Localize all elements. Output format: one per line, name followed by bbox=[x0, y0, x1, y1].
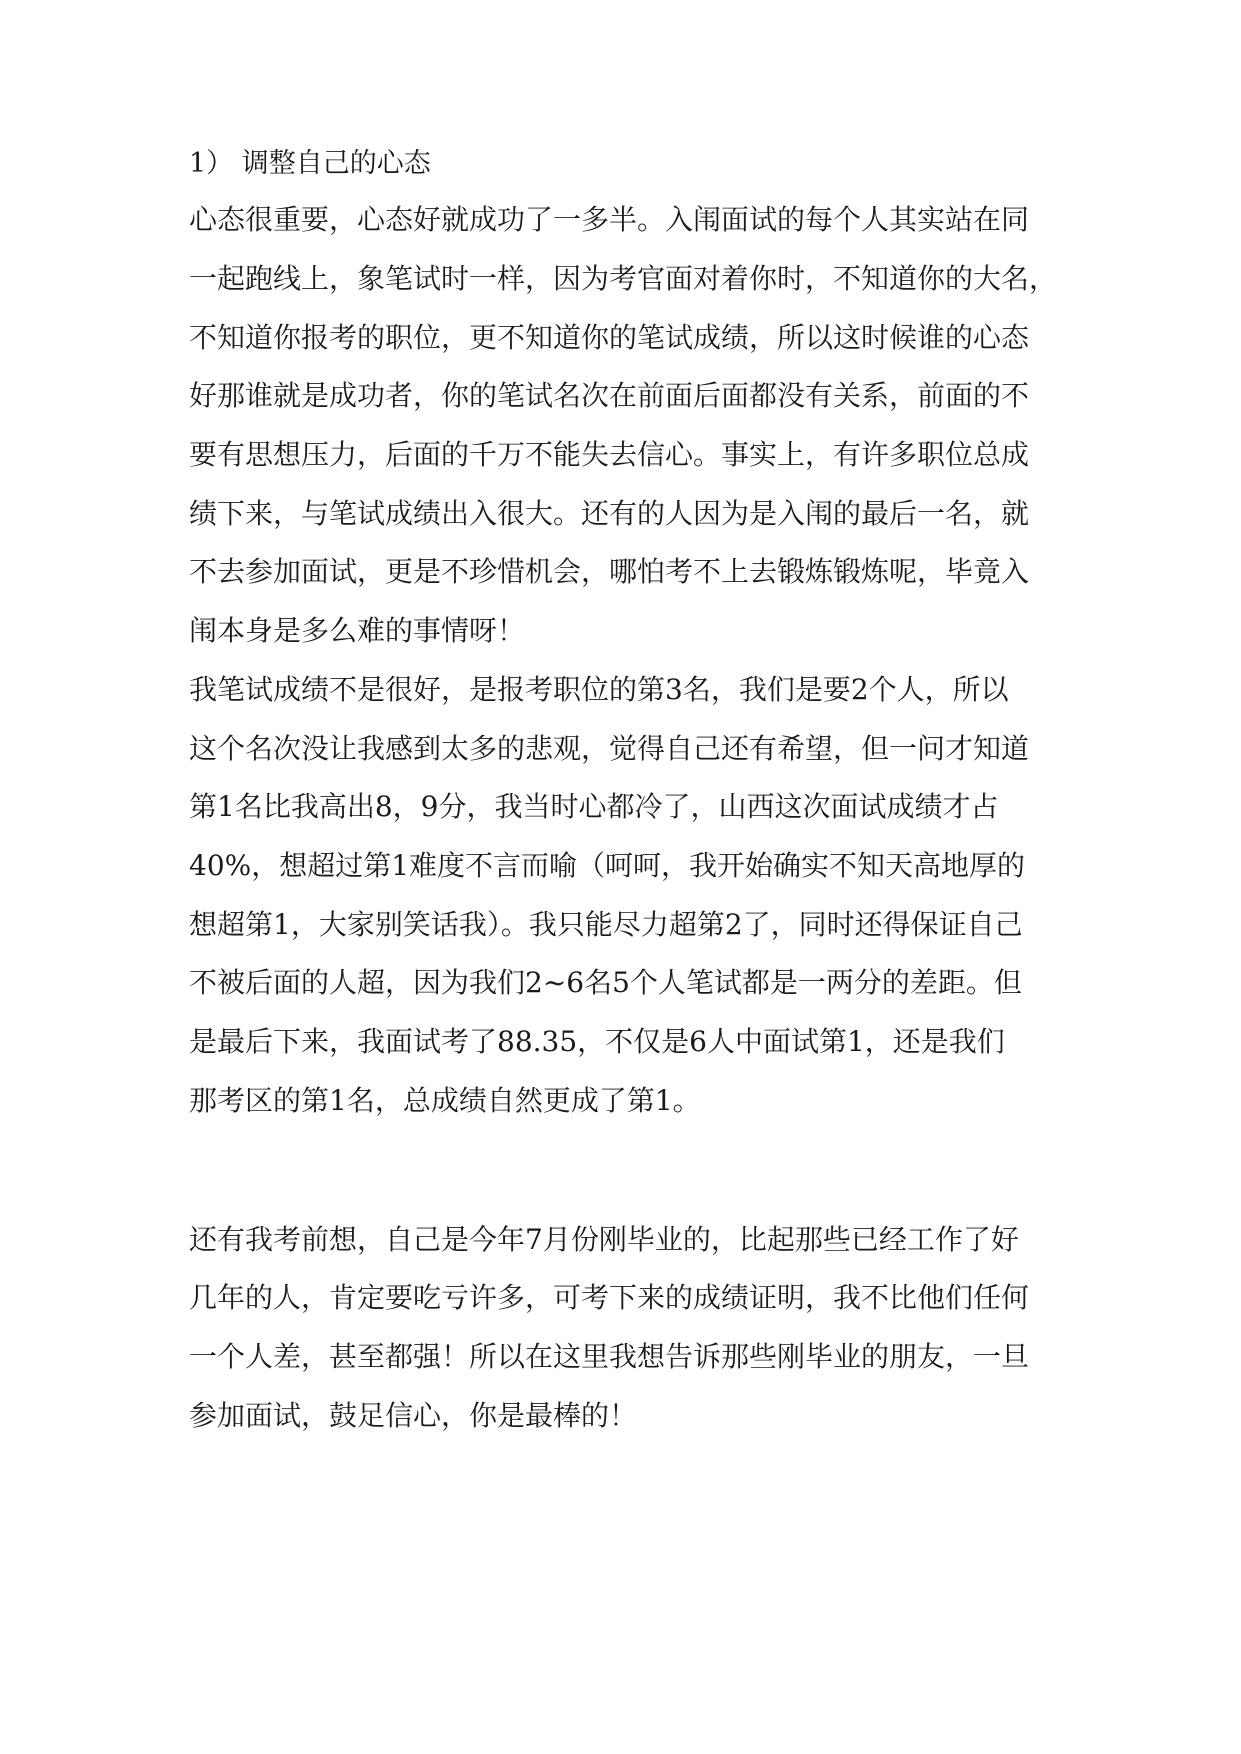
paragraph-1-line-2: 一起跑线上，象笔试时一样，因为考官面对着你时，不知道你的大名， bbox=[189, 262, 1058, 295]
paragraph-1-line-7: 不去参加面试，更是不珍惜机会，哪怕考不上去锻炼锻炼呢，毕竟入 bbox=[189, 555, 1030, 588]
paragraph-2-line-8: 那考区的第1名，总成绩自然更成了第1。 bbox=[189, 1084, 701, 1117]
paragraph-2-line-2: 这个名次没让我感到太多的悲观，觉得自己还有希望，但一问才知道 bbox=[189, 732, 1030, 765]
paragraph-1-line-3: 不知道你报考的职位，更不知道你的笔试成绩，所以这时候谁的心态 bbox=[189, 321, 1030, 354]
paragraph-1-line-8: 闱本身是多么难的事情呀！ bbox=[189, 614, 526, 647]
paragraph-3-line-4: 参加面试，鼓足信心，你是最棒的！ bbox=[189, 1399, 638, 1432]
paragraph-2-line-4: 40%，想超过第1难度不言而喻（呵呵，我开始确实不知天高地厚的 bbox=[189, 849, 1026, 882]
paragraph-1-line-6: 绩下来，与笔试成绩出入很大。还有的人因为是入闱的最后一名，就 bbox=[189, 497, 1030, 530]
paragraph-2-line-1: 我笔试成绩不是很好，是报考职位的第3名，我们是要2个人，所以 bbox=[189, 673, 1009, 706]
paragraph-3-line-2: 几年的人，肯定要吃亏许多，可考下来的成绩证明，我不比他们任何 bbox=[189, 1281, 1030, 1314]
paragraph-2-line-6: 不被后面的人超，因为我们2~6名5个人笔试都是一两分的差距。但 bbox=[189, 966, 1022, 999]
section-heading: 1） 调整自己的心态 bbox=[189, 148, 431, 179]
paragraph-1-line-1: 心态很重要，心态好就成功了一多半。入闱面试的每个人其实站在同 bbox=[189, 203, 1030, 236]
paragraph-3-line-1: 还有我考前想，自己是今年7月份刚毕业的，比起那些已经工作了好 bbox=[189, 1223, 1019, 1256]
paragraph-3-line-3: 一个人差，甚至都强！所以在这里我想告诉那些刚毕业的朋友，一旦 bbox=[189, 1340, 1030, 1373]
paragraph-1-line-5: 要有思想压力，后面的千万不能失去信心。事实上，有许多职位总成 bbox=[189, 438, 1030, 471]
paragraph-2-line-7: 是最后下来，我面试考了88.35，不仅是6人中面试第1，还是我们 bbox=[189, 1025, 1005, 1058]
paragraph-2-line-5: 想超第1，大家别笑话我）。我只能尽力超第2了，同时还得保证自己 bbox=[189, 908, 1023, 941]
paragraph-1-line-4: 好那谁就是成功者，你的笔试名次在前面后面都没有关系，前面的不 bbox=[189, 379, 1030, 412]
paragraph-2-line-3: 第1名比我高出8，9分，我当时心都冷了，山西这次面试成绩才占 bbox=[189, 790, 999, 823]
